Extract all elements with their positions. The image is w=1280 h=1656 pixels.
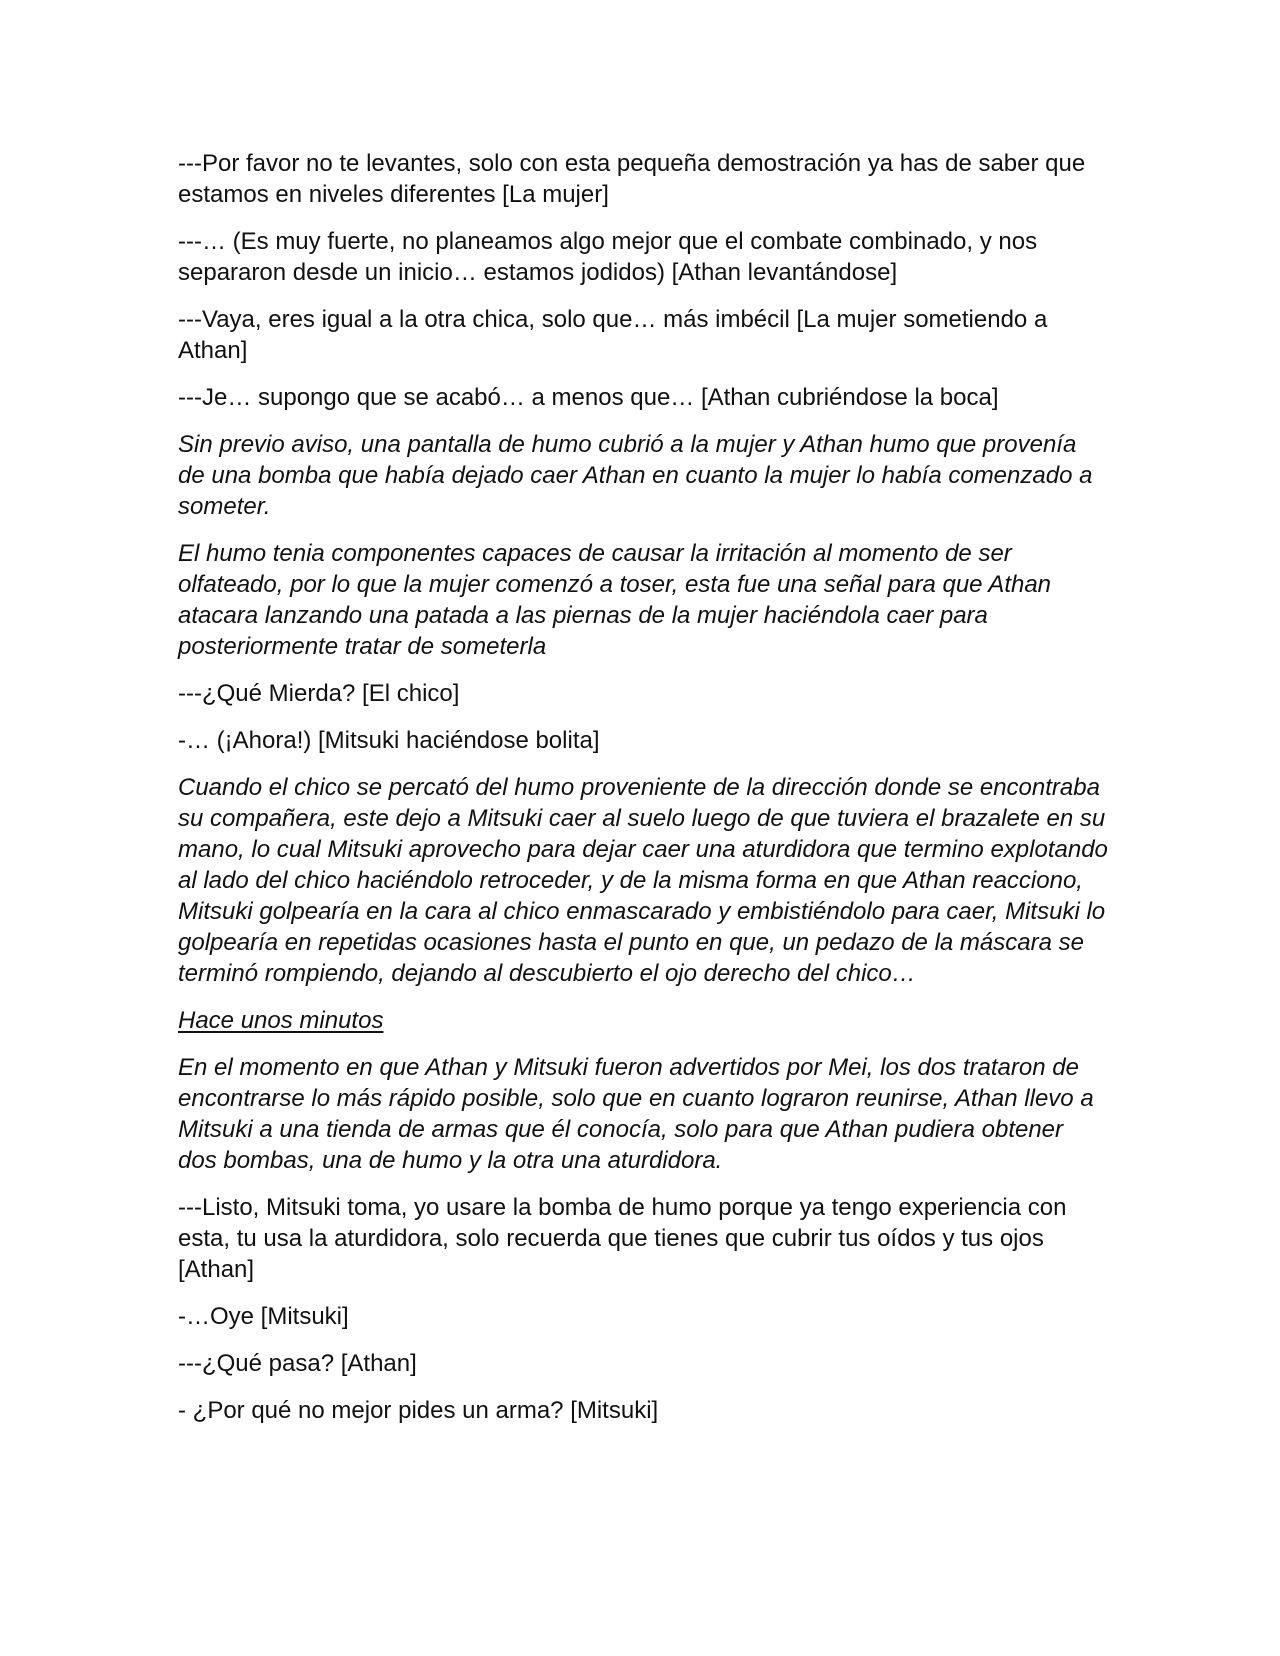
paragraph-dialogue-7: ---Listo, Mitsuki toma, yo usare la bomba de humo porque ya tengo experiencia con esta, tu usa la aturdidora, solo recuerda que tienes que cubrir tus oídos y tus ojos [Athan] bbox=[178, 1194, 1067, 1283]
paragraph-dialogue-1: ---Por favor no te levantes, solo con esta pequeña demostración ya has de saber que estamos en niveles diferentes [La mujer] bbox=[178, 150, 1086, 208]
document-page bbox=[178, 148, 1108, 1442]
paragraph-dialogue-6: -… (¡Ahora!) [Mitsuki haciéndose bolita] bbox=[178, 727, 600, 754]
paragraph-narration-4: En el momento en que Athan y Mitsuki fueron advertidos por Mei, los dos trataron de encontrarse lo más rápido posible, solo que en cuanto lograron reunirse, Athan llevo a Mitsuki a una tienda de armas que él conocía, solo para que Athan pudiera obtener dos bombas, una de humo y la otra una aturdidora. bbox=[178, 1054, 1094, 1174]
paragraph-dialogue-5: ---¿Qué Mierda? [El chico] bbox=[178, 680, 460, 707]
paragraph-dialogue-8: -…Oye [Mitsuki] bbox=[178, 1303, 349, 1330]
paragraph-narration-3: Cuando el chico se percató del humo proveniente de la dirección donde se encontraba su compañera, este dejo a Mitsuki caer al suelo luego de que tuviera el brazalete en su mano, lo cual Mitsuki aprovecho para dejar caer una aturdidora que termino explotando al lado del chico haciéndolo retroceder, y de la misma forma en que Athan reacciono, Mitsuki golpearía en la cara al chico enmascarado y embistiéndolo para caer, Mitsuki lo golpearía en repetidas ocasiones hasta el punto en que, un pedazo de la máscara se terminó rompiendo, dejando al descubierto el ojo derecho del chico… bbox=[178, 774, 1108, 987]
paragraph-dialogue-3: ---Vaya, eres igual a la otra chica, solo que… más imbécil [La mujer sometiendo a Athan] bbox=[178, 306, 1048, 364]
scene-heading: Hace unos minutos bbox=[178, 1007, 384, 1034]
paragraph-dialogue-2: ---… (Es muy fuerte, no planeamos algo mejor que el combate combinado, y nos separaron desde un inicio… estamos jodidos) [Athan levantándose] bbox=[178, 228, 1038, 286]
paragraph-dialogue-4: ---Je… supongo que se acabó… a menos que… [Athan cubriéndose la boca] bbox=[178, 384, 999, 411]
paragraph-narration-1: Sin previo aviso, una pantalla de humo cubrió a la mujer y Athan humo que provenía de una bomba que había dejado caer Athan en cuanto la mujer lo había comenzado a someter. bbox=[178, 431, 1093, 520]
paragraph-dialogue-9: ---¿Qué pasa? [Athan] bbox=[178, 1350, 417, 1377]
paragraph-narration-2: El humo tenia componentes capaces de causar la irritación al momento de ser olfateado, por lo que la mujer comenzó a toser, esta fue una señal para que Athan atacara lanzando una patada a las piernas de la mujer haciéndola caer para posteriormente tratar de someterla bbox=[178, 540, 1052, 660]
paragraph-dialogue-10: - ¿Por qué no mejor pides un arma? [Mitsuki] bbox=[178, 1397, 659, 1424]
